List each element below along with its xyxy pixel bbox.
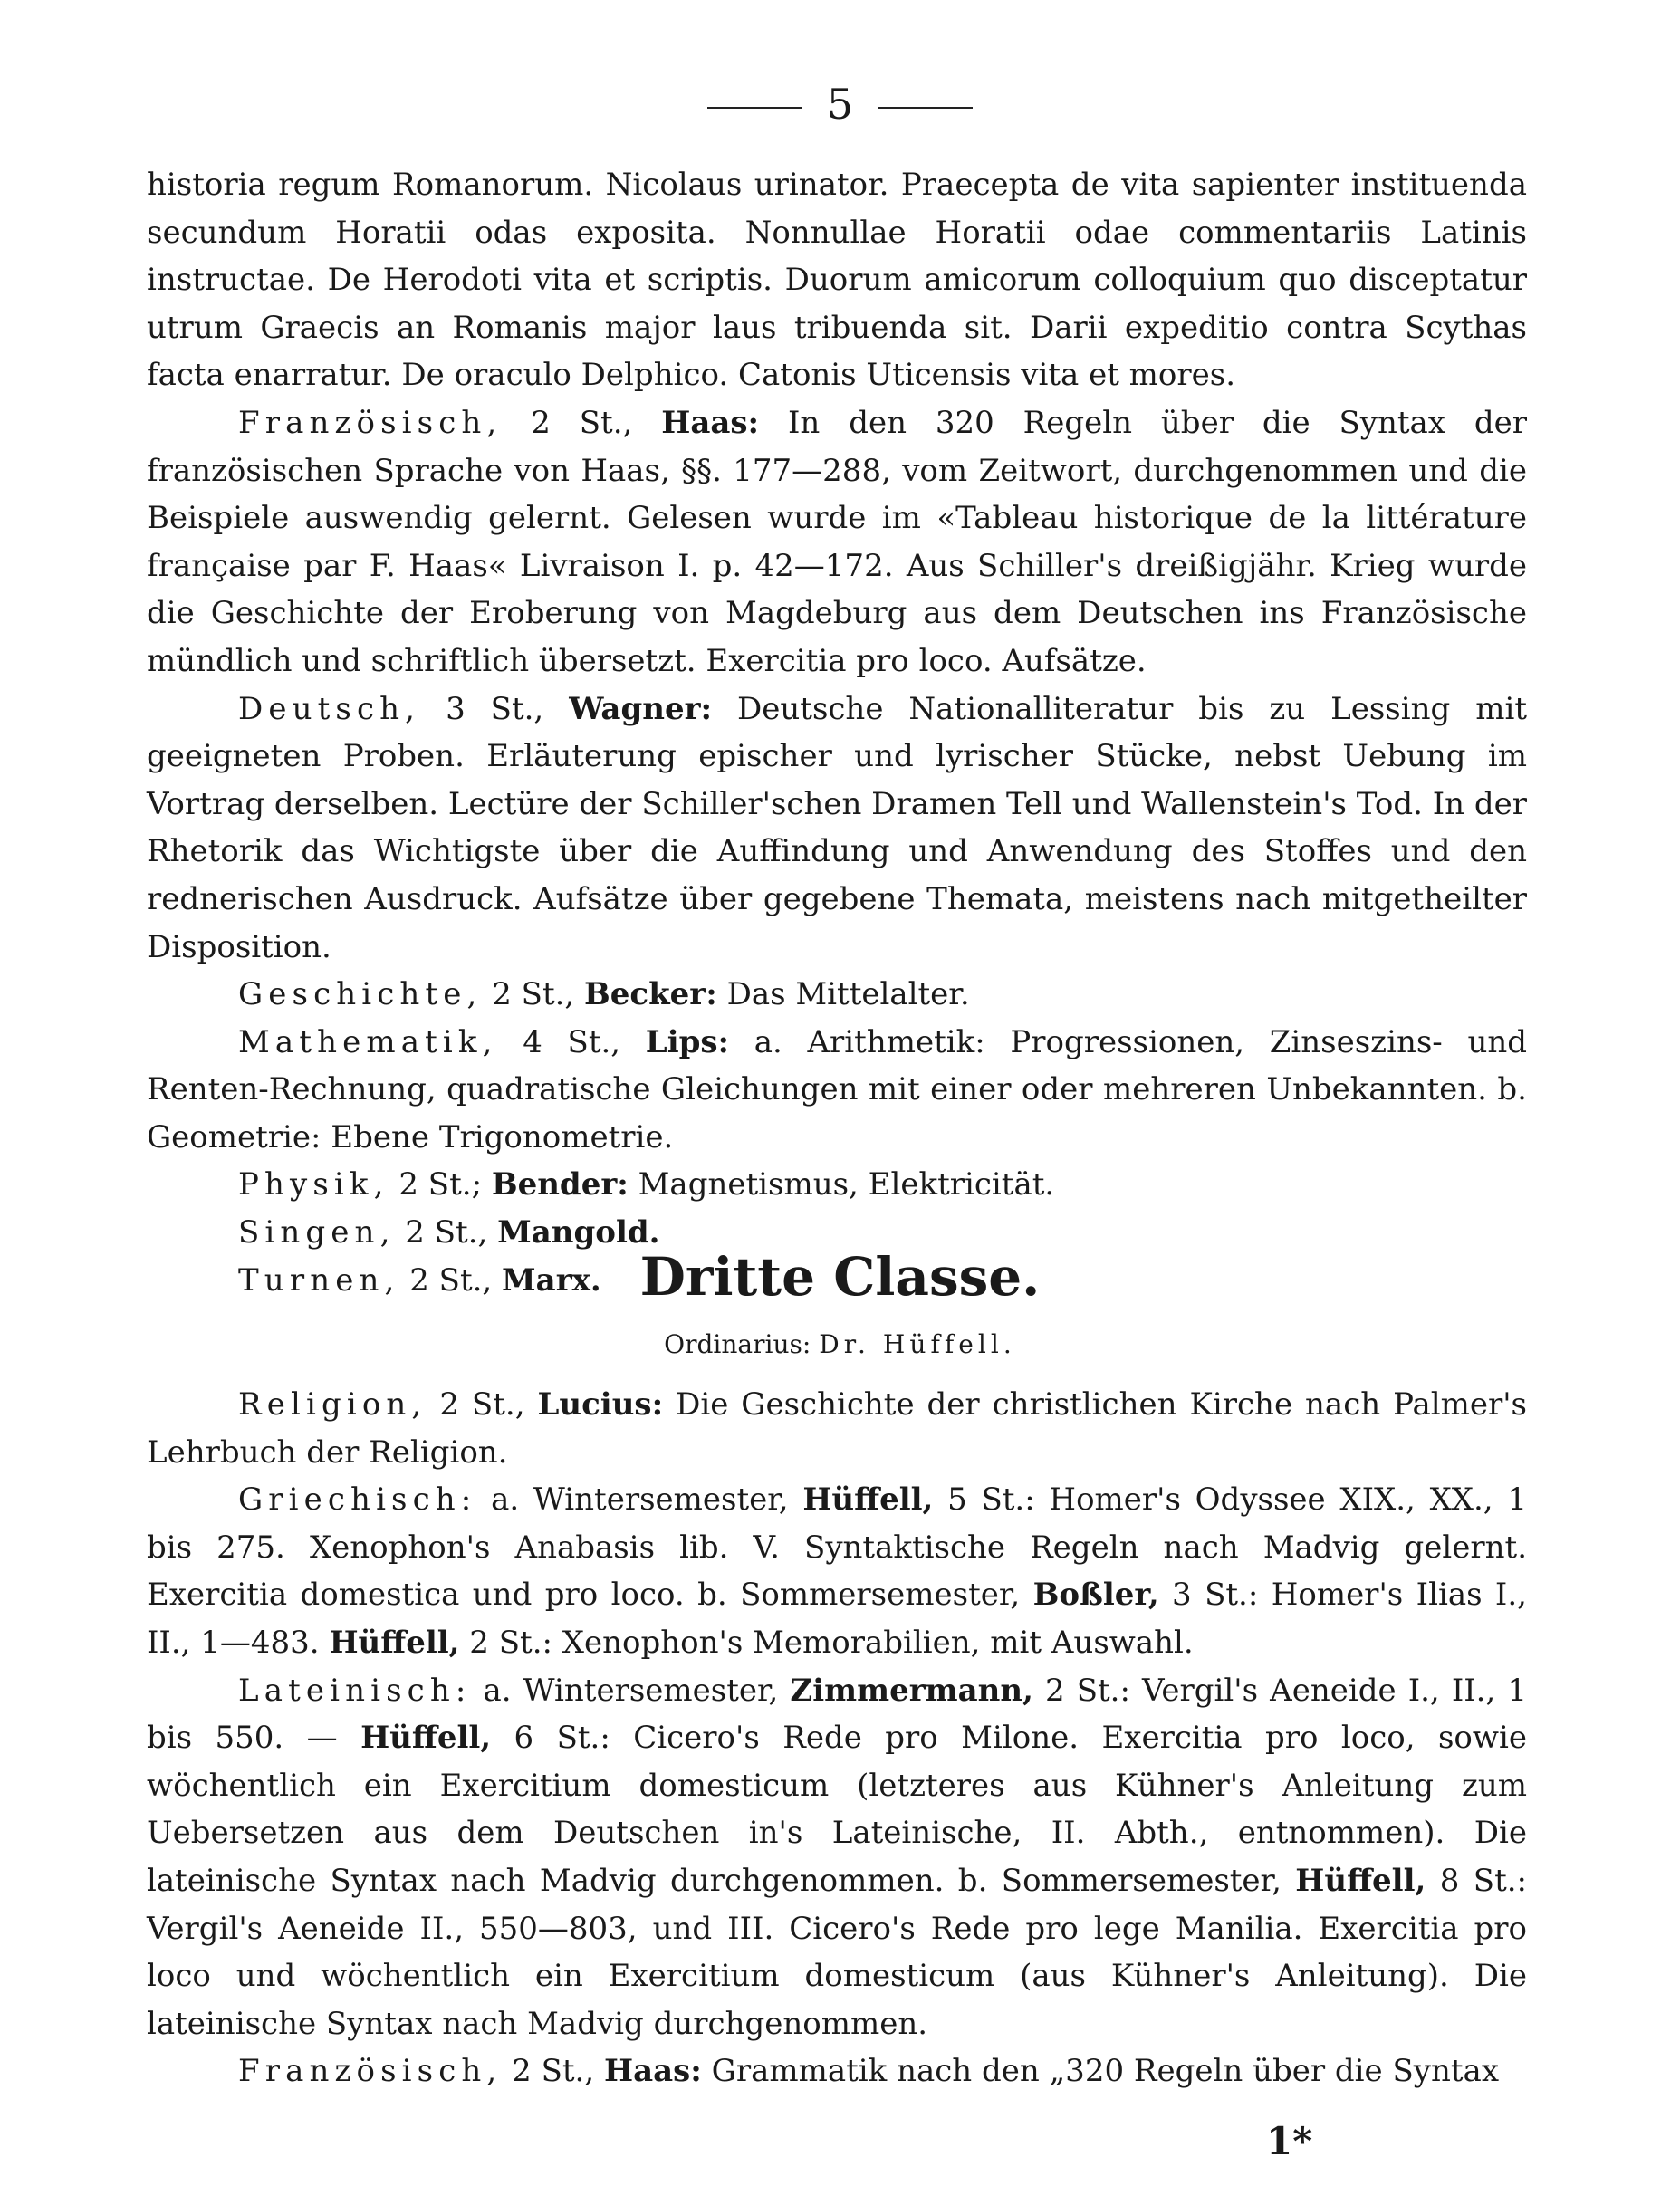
subject-name: Physik, [238,1166,389,1203]
teacher-name: Wagner: [569,690,713,727]
signature-mark: 1* [1266,2119,1313,2163]
gym-entry: Turnen, 2 St., Marx. [238,1261,601,1299]
fourth-class-continuation [147,161,1527,1304]
header-rule-right [878,107,973,109]
teacher-name: Hüffell, [802,1481,934,1519]
ordinarius-line: Ordinarius: Dr. Hüffell. [664,1329,1016,1359]
french-entry: Französisch, 2 St., Haas: Grammatik nach den „320 Regeln über die Syntax [238,2053,1499,2090]
german-entry: Deutsch, 3 St., Wagner: Deutsche Nationalliteratur bis zu Lessing mit geeigneten Proben. Erläuterung epischer und lyrischer Stücke, nebst Uebung im Vortrag derselben. Lectüre der Schiller'schen Dramen Tell und Wallenstein's Tod. In der Rhetorik das Wichtigste über die Auffindung und Anwendung des Stoffes und den rednerischen Ausdruck. Aufsätze über gegebene Themata, meistens nach mitgetheilter Disposition. [147,690,1527,965]
history-entry: Geschichte, 2 St., Becker: Das Mittelalter. [238,976,970,1013]
teacher-name: Zimmermann, [790,1672,1033,1709]
latin-essay-topics: historia regum Romanorum. Nicolaus urinator. Praecepta de vita sapienter instituenda secundum Horatii odas exposita. Nonnullae Horatii odae commentariis Latinis instructae. De Herodoti vita et scriptis. Duorum amicorum colloquium quo disceptatur utrum Graecis an Romanis major laus tribuenda sit. Darii expeditio contra Scythas facta enarratur. De oraculo Delphico. Catonis Uticensis vita et mores. [147,167,1527,394]
teacher-name: Lips: [645,1023,730,1060]
latin-entry: Lateinisch: a. Wintersemester, Zimmermann, 2 St.: Vergil's Aeneide I., II., 1 bis 550. — Hüffell, 6 St.: Cicero's Rede pro Milone. Exercitia pro loco, sowie wöchentlich ein Exercitium domesticum (letzteres aus Kühner's Anleitung zum Uebersetzen aus dem Deutschen in's Lateinische, II. Abth., entnommen). Die lateinische Syntax nach Madvig durchgenommen. b. Sommersemester, Hüffell, 8 St.: Vergil's Aeneide II., 550—803, und III. Cicero's Rede pro lege Manilia. Exercitia pro loco und wöchentlich ein Exercitium domesticum (aus Kühner's Anleitung). Die lateinische Syntax nach Madvig durchgenommen. [147,1672,1527,2042]
subject-name: Lateinisch: [238,1672,472,1709]
french-entry: Französisch, 2 St., Haas: In den 320 Regeln über die Syntax der französischen Sprache von Haas, §§. 177—288, vom Zeitwort, durchgenommen und die Beispiele auswendig gelernt. Gelesen wurde im «Tableau historique de la littérature française par F. Haas« Livraison I. p. 42—172. Aus Schiller's dreißigjähr. Krieg wurde die Geschichte der Eroberung von Magdeburg aus dem Deutschen ins Französische mündlich und schriftlich übersetzt. Exercitia pro loco. Aufsätze. [147,404,1527,679]
teacher-name: Boßler, [1032,1577,1159,1614]
subject-name: Religion, [238,1386,427,1423]
subject-name: Geschichte, [238,976,483,1013]
teacher-name: Hüffell, [1295,1862,1426,1899]
page-number-header [0,80,1680,129]
subject-name: Französisch, [238,2053,503,2090]
subject-name: Mathematik, [238,1023,498,1060]
greek-entry: Griechisch: a. Wintersemester, Hüffell, 5 St.: Homer's Odyssee XIX., XX., 1 bis 275. Xenophon's Anabasis lib. V. Syntaktische Regeln nach Madvig gelernt. Exercitia domestica und pro loco. b. Sommersemester, Boßler, 3 St.: Homer's Ilias I., II., 1—483. Hüffell, 2 St.: Xenophon's Memorabilien, mit Auswahl. [147,1481,1527,1661]
teacher-name: Haas: [603,2053,702,2090]
teacher-name: Marx. [502,1261,601,1299]
teacher-name: Bender: [491,1166,629,1203]
header-rule-left [707,107,802,109]
religion-entry: Religion, 2 St., Lucius: Die Geschichte der christlichen Kirche nach Palmer's Lehrbuch der Religion. [147,1386,1528,1471]
math-entry: Mathematik, 4 St., Lips: a. Arithmetik: Progressionen, Zinseszins- und Renten-Rechnung, quadratische Gleichungen mit einer oder mehreren Unbekannten. b. Geometrie: Ebene Trigonometrie. [147,1023,1528,1155]
singing-entry: Singen, 2 St., Mangold. [238,1214,660,1251]
subject-name: Deutsch, [238,690,421,727]
section-title: Dritte Classe. [639,1246,1041,1308]
teacher-name: Becker: [584,976,717,1013]
subject-name: Singen, [238,1214,396,1251]
subject-name: Französisch, [238,404,503,441]
physics-entry: Physik, 2 St.; Bender: Magnetismus, Elektricität. [238,1166,1055,1203]
teacher-name: Haas: [661,404,760,441]
subject-name: Turnen, [238,1261,400,1299]
page-number: 5 [826,80,854,129]
third-class-body [147,1381,1527,2095]
subject-name: Griechisch: [238,1481,477,1519]
teacher-name: Hüffell, [360,1720,492,1757]
teacher-name: Hüffell, [329,1624,460,1661]
ordinarius-name: Dr. Hüffell. [819,1329,1016,1359]
teacher-name: Lucius: [537,1386,664,1423]
teacher-name: Mangold. [497,1214,660,1251]
